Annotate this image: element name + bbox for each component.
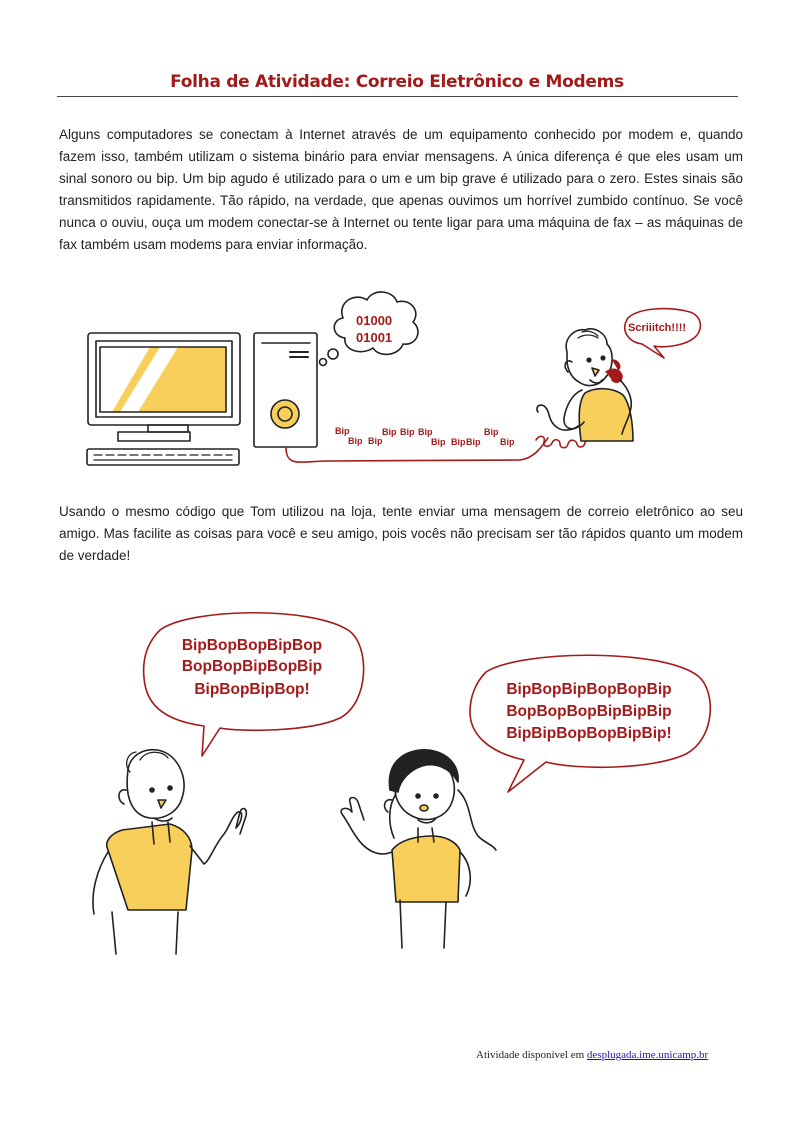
- bip-label: Bip: [418, 427, 433, 437]
- boy-on-phone: [537, 329, 633, 441]
- instructions-paragraph: Usando o mesmo código que Tom utilizou na loja, tente enviar uma mensagem de correio eletrônico ao seu amigo. Mas facilite as coisas para você e seu amigo, pois vocês não precisam ser tão rápidos quanto um modem de verdade!: [59, 504, 743, 563]
- thought-bubble: [320, 292, 418, 366]
- boy-speech-line1: BipBopBopBipBop: [181, 637, 323, 654]
- footer-link[interactable]: desplugada.ime.unicamp.br: [586, 1049, 709, 1061]
- scream-text: Scriiitch!!!!: [628, 322, 687, 334]
- computer-tower-icon: [254, 333, 317, 447]
- girl-speech-bubble: [470, 655, 710, 792]
- girl-speech-line3: BipBipBopBopBipBip!: [506, 725, 672, 742]
- bip-label: Bip: [431, 437, 446, 447]
- monitor-icon: [87, 333, 240, 465]
- bip-label: Bip: [500, 437, 515, 447]
- footer-text: Atividade disponível em: [476, 1049, 587, 1061]
- thought-text-line2: 01001: [356, 330, 393, 345]
- boy-speech-line2: BopBopBipBopBip: [181, 658, 323, 675]
- girl-speech-line1: BipBopBipBopBopBip: [506, 681, 672, 698]
- bip-label: Bip: [335, 426, 350, 436]
- girl-figure: [341, 750, 496, 948]
- bip-label: Bip: [400, 427, 415, 437]
- boy-speech-line3: BipBopBipBop!: [194, 681, 310, 698]
- bip-label: Bip: [466, 437, 481, 447]
- bip-label: Bip: [348, 436, 363, 446]
- footer-credit: [476, 1049, 708, 1061]
- thought-text-line1: 01000: [356, 313, 393, 328]
- modem-illustration: [87, 292, 700, 465]
- intro-paragraph: Alguns computadores se conectam à Internet através de um equipamento conhecido por modem e, quando fazem isso, também utilizam o sistema binário para enviar mensagens. A única diferença é que eles usam um sinal sonoro ou bip. Um bip agudo é utilizado para o um e um bip grave é utilizado para o zero. Estes sinais são transmitidos rapidamente. Tão rápido, na verdade, que apenas ouvimos um horrível zumbido contínuo. Se você nunca o ouviu, ouça um modem conectar-se à Internet ou tente ligar para uma máquina de fax – as máquinas de fax também usam modems para enviar informação.: [59, 127, 743, 252]
- boy-figure: [93, 750, 246, 954]
- bip-label: Bip: [382, 427, 397, 437]
- page-title: Folha de Atividade: Correio Eletrônico e Modems: [170, 72, 624, 92]
- bip-label: Bip: [368, 436, 383, 446]
- bip-label: Bip: [484, 427, 499, 437]
- bip-label: Bip: [451, 437, 466, 447]
- girl-speech-line2: BopBopBopBipBipBip: [506, 703, 672, 720]
